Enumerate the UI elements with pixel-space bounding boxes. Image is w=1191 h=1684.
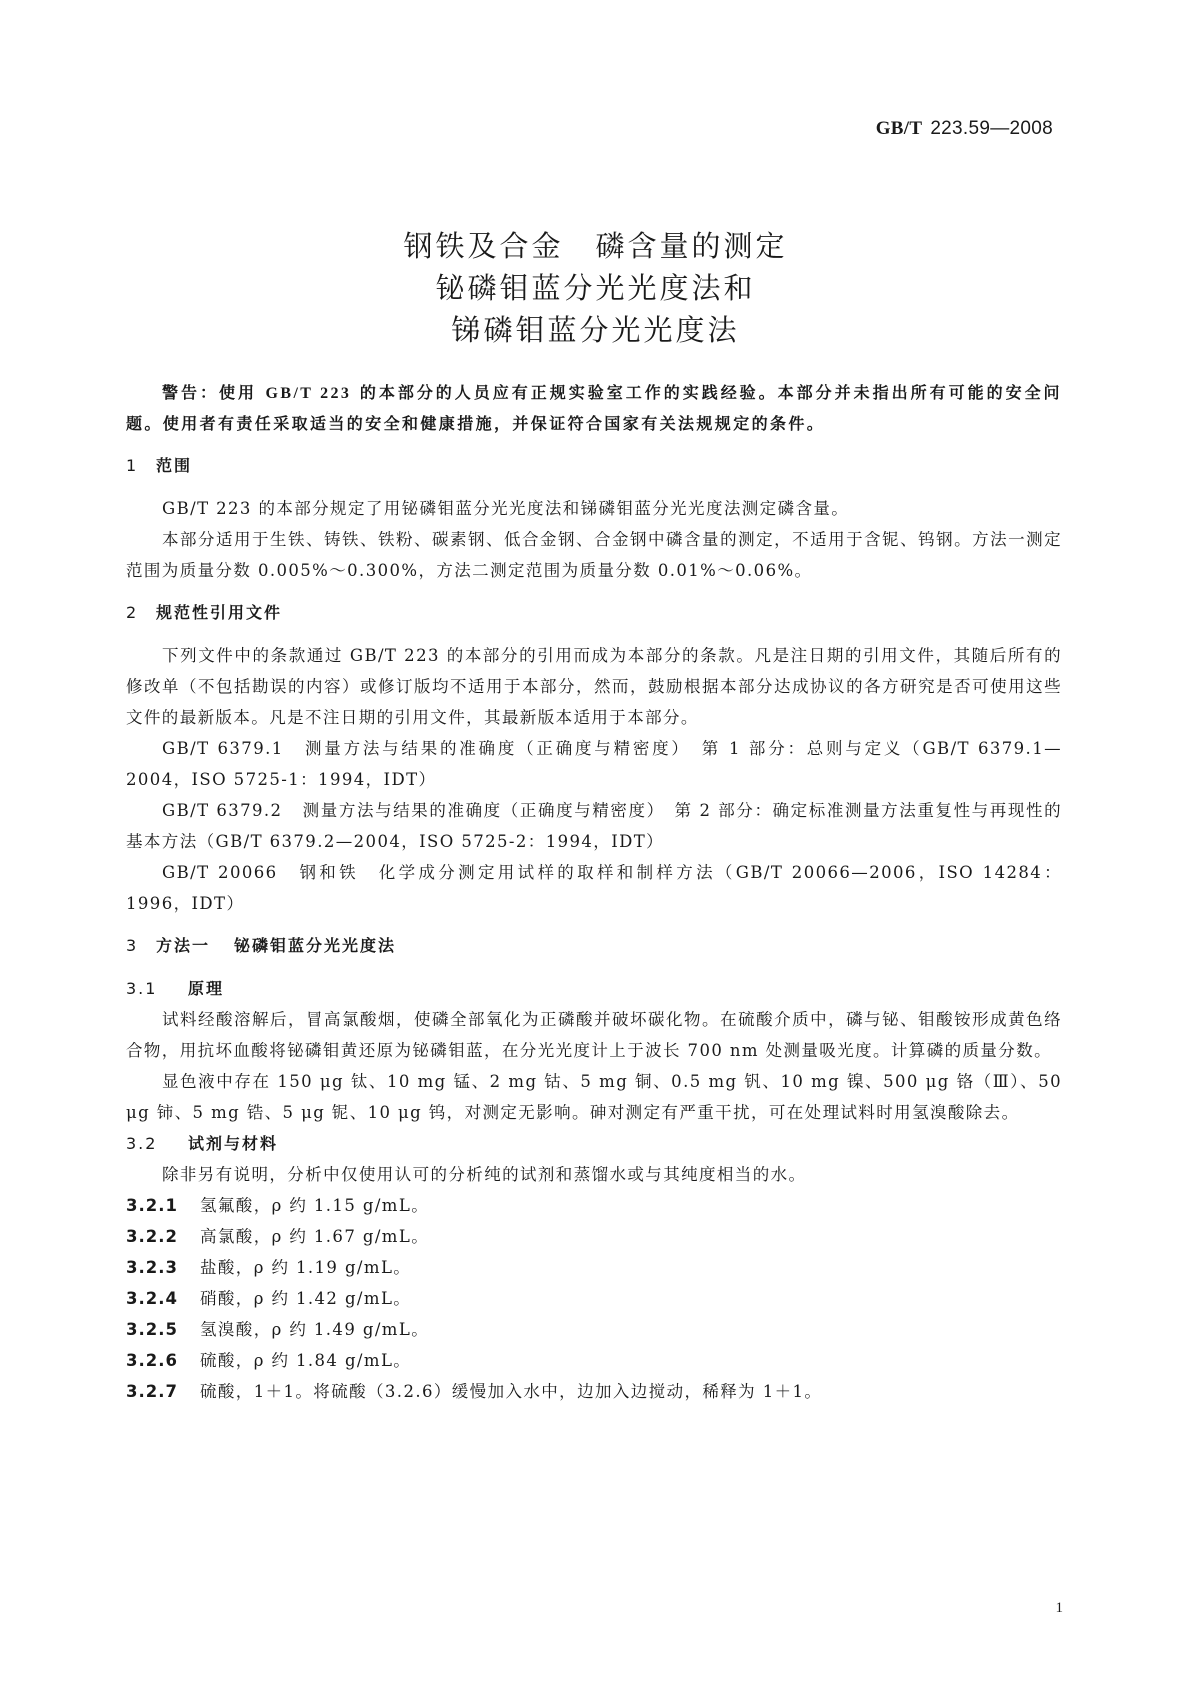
reagent-item: 3.2.1 氢氟酸，ρ 约 1.15 g/mL。 xyxy=(126,1196,430,1215)
document-body xyxy=(126,378,1062,1407)
reference-item: GB/T 6379.2 测量方法与结果的准确度（正确度与精密度） 第 2 部分：确定标准测量方法重复性与再现性的基本方法（GB/T 6379.2—2004，ISO 5725-2：1994，IDT） xyxy=(126,801,1062,851)
title-line-1: 钢铁及合金 磷含量的测定 xyxy=(403,229,788,263)
standard-code xyxy=(876,118,1053,140)
references-intro-paragraph: 下列文件中的条款通过 GB/T 223 的本部分的引用而成为本部分的条款。凡是注日期的引用文件，其随后所有的修改单（不包括勘误的内容）或修订版均不适用于本部分，然而，鼓励根据本部分达成协议的各方研究是否可使用这些文件的最新版本。凡是不注日期的引用文件，其最新版本适用于本部分。 xyxy=(126,646,1062,727)
standard-prefix: GB/T xyxy=(875,118,923,139)
document-title xyxy=(0,225,1191,351)
reagent-item: 3.2.2 高氯酸，ρ 约 1.67 g/mL。 xyxy=(126,1227,430,1246)
title-line-3: 锑磷钼蓝分光光度法 xyxy=(451,313,740,347)
page-number: 1 xyxy=(1055,1600,1063,1616)
reference-item: GB/T 20066 钢和铁 化学成分测定用试样的取样和制样方法（GB/T 20066—2006，ISO 14284：1996，IDT） xyxy=(126,863,1062,913)
reagent-item: 3.2.4 硝酸，ρ 约 1.42 g/mL。 xyxy=(126,1289,412,1308)
warning-paragraph: 警告：使用 GB/T 223 的本部分的人员应有正规实验室工作的实践经验。本部分并未指出所有可能的安全问题。使用者有责任采取适当的安全和健康措施，并保证符合国家有关法规规定的条件。 xyxy=(126,383,1062,433)
reagent-item: 3.2.5 氢溴酸，ρ 约 1.49 g/mL。 xyxy=(126,1320,430,1339)
reagent-item: 3.2.6 硫酸，ρ 约 1.84 g/mL。 xyxy=(126,1351,412,1370)
section-heading-scope: 1 范围 xyxy=(126,456,193,475)
section-heading-method-one: 3 方法一 铋磷钼蓝分光光度法 xyxy=(126,936,397,955)
subsection-heading-reagents: 3.2 试剂与材料 xyxy=(126,1134,279,1153)
scope-paragraph-2: 本部分适用于生铁、铸铁、铁粉、碳素钢、低合金钢、合金钢中磷含量的测定，不适用于含铌、钨钢。方法一测定范围为质量分数 0.005%～0.300%，方法二测定范围为质量分数 0.01%～0.06%。 xyxy=(126,530,1062,580)
subsection-heading-principle: 3.1 原理 xyxy=(126,979,225,998)
scope-paragraph-1: GB/T 223 的本部分规定了用铋磷钼蓝分光光度法和锑磷钼蓝分光光度法测定磷含量。 xyxy=(162,499,850,518)
principle-paragraph-2: 显色液中存在 150 μg 钛、10 mg 锰、2 mg 钴、5 mg 铜、0.5 mg 钒、10 mg 镍、500 μg 铬（Ⅲ）、50 μg 铈、5 mg 锆、5 μg 铌、10 μg 钨，对测定无影响。砷对测定有严重干扰，可在处理试料时用氢溴酸除去。 xyxy=(126,1072,1062,1122)
section-heading-normative-references: 2 规范性引用文件 xyxy=(126,603,283,622)
reagent-item: 3.2.7 硫酸，1＋1。将硫酸（3.2.6）缓慢加入水中，边加入边搅动，稀释为 1＋1。 xyxy=(126,1382,823,1401)
reference-item: GB/T 6379.1 测量方法与结果的准确度（正确度与精密度） 第 1 部分：总则与定义（GB/T 6379.1—2004，ISO 5725-1：1994，IDT） xyxy=(126,739,1062,789)
reagents-intro-paragraph: 除非另有说明，分析中仅使用认可的分析纯的试剂和蒸馏水或与其纯度相当的水。 xyxy=(162,1165,807,1184)
principle-paragraph-1: 试料经酸溶解后，冒高氯酸烟，使磷全部氧化为正磷酸并破坏碳化物。在硫酸介质中，磷与铋、钼酸铵形成黄色络合物，用抗坏血酸将铋磷钼黄还原为铋磷钼蓝，在分光光度计上于波长 700 nm 处测量吸光度。计算磷的质量分数。 xyxy=(126,1010,1062,1060)
standard-number: 223.59—2008 xyxy=(930,118,1053,139)
reagent-item: 3.2.3 盐酸，ρ 约 1.19 g/mL。 xyxy=(126,1258,412,1277)
title-line-2: 铋磷钼蓝分光光度法和 xyxy=(435,271,756,305)
